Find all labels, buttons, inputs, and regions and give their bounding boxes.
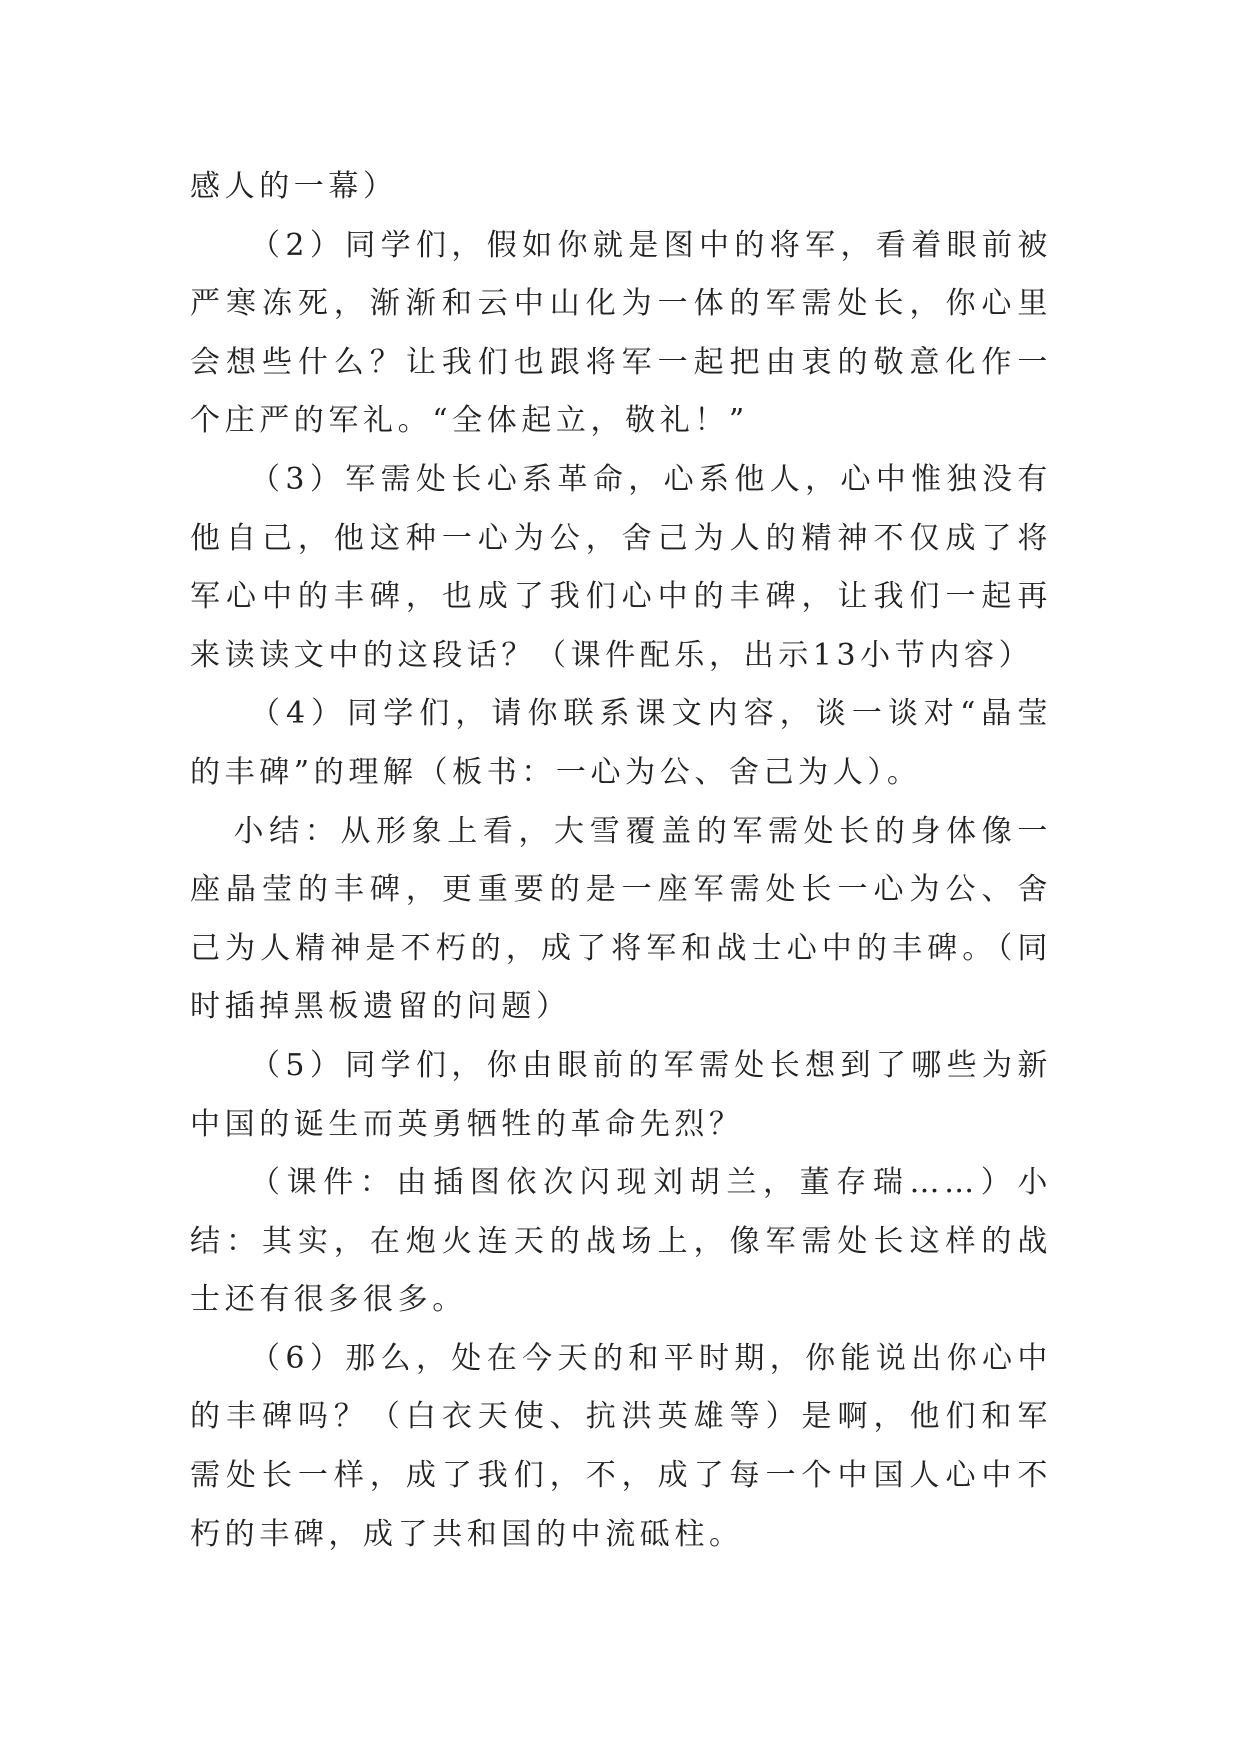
paragraph-question-6: （6）那么，处在今天的和平时期，你能说出你心中的丰碑吗？（白衣天使、抗洪英雄等）是啊，他们和军需处长一样，成了我们，不，成了每一个中国人心中不朽的丰碑，成了共和国的中流砥柱。 (190, 1340, 1052, 1552)
paragraph-summary: 小结：从形象上看，大雪覆盖的军需处长的身体像一座晶莹的丰碑，更重要的是一座军需处长一心为公、舍己为人精神是不朽的，成了将军和战士心中的丰碑。（同时插掉黑板遗留的问题） (190, 813, 1052, 1025)
document-body (190, 158, 1052, 1564)
paragraph-continuation: 感人的一幕） (190, 169, 398, 204)
paragraph-question-5: （5）同学们，你由眼前的军需处长想到了哪些为新中国的诞生而英勇牺牲的革命先烈？ (190, 1047, 1052, 1142)
paragraph-question-2: （2）同学们，假如你就是图中的将军，看着眼前被严寒冻死，渐渐和云中山化为一体的军需处长，你心里会想些什么？让我们也跟将军一起把由衷的敬意化作一个庄严的军礼。“全体起立，敬礼！” (190, 227, 1052, 439)
paragraph-question-4: （4）同学们，请你联系课文内容，谈一谈对“晶莹的丰碑”的理解（板书：一心为公、舍己为人）。 (190, 696, 1052, 790)
paragraph-question-3: （3）军需处长心系革命，心系他人，心中惟独没有他自己，他这种一心为公，舍己为人的精神不仅成了将军心中的丰碑，也成了我们心中的丰碑，让我们一起再来读读文中的这段话？（课件配乐，出示13小节内容） (190, 461, 1052, 673)
paragraph-courseware-note: （课件：由插图依次闪现刘胡兰，董存瑞……）小结：其实，在炮火连天的战场上，像军需处长这样的战士还有很多很多。 (190, 1165, 1052, 1318)
